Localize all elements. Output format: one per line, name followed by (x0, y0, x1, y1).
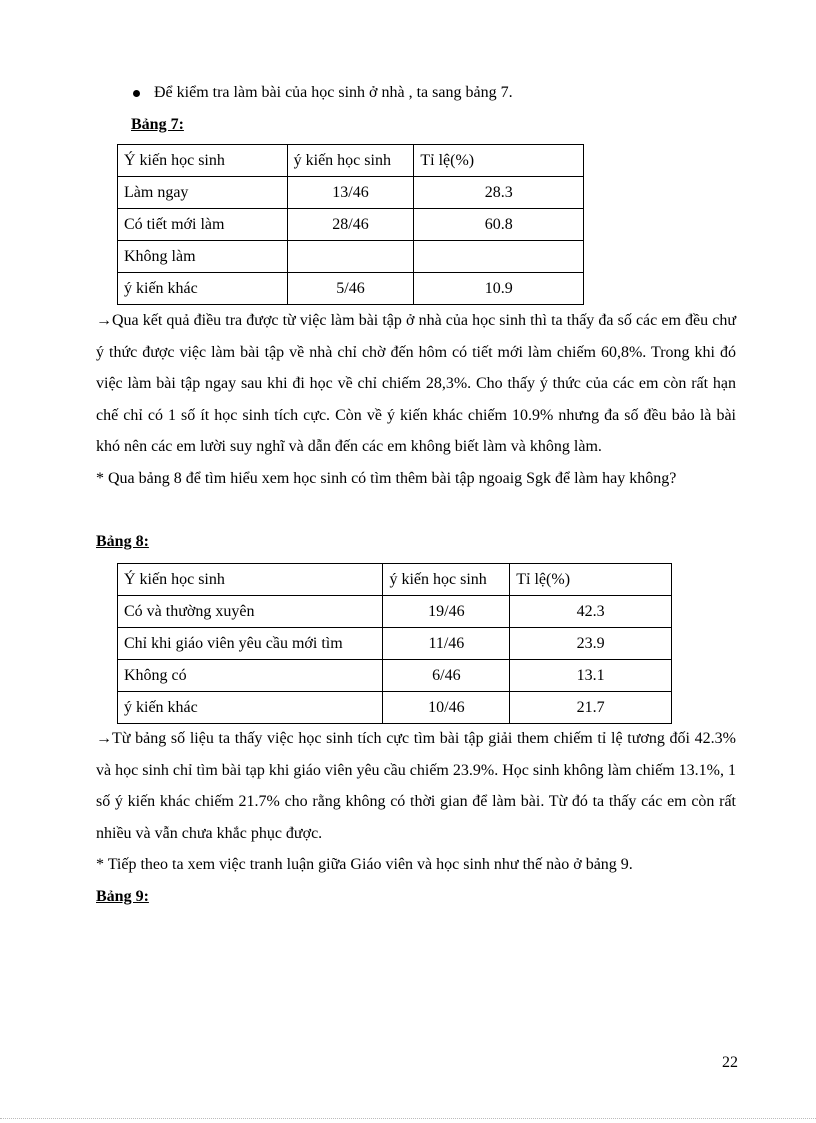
table-header-cell: Tỉ lệ(%) (414, 145, 584, 177)
table-header-cell: ý kiến học sinh (287, 145, 414, 177)
analysis7 (96, 305, 736, 495)
table-cell: 23.9 (510, 628, 672, 660)
intro-bullet (133, 84, 513, 102)
table7 (117, 144, 584, 305)
table-cell (414, 241, 584, 273)
table-row (118, 660, 672, 692)
table-row (118, 273, 584, 305)
table-cell: Không có (118, 660, 383, 692)
table-header-row (118, 145, 584, 177)
table-header-cell: Ý kiến học sinh (118, 145, 288, 177)
analysis8 (96, 723, 736, 881)
paragraph: * Tiếp theo ta xem việc tranh luận giữa Giáo viên và học sinh như thế nào ở bảng 9. (96, 856, 633, 874)
table-cell: Chỉ khi giáo viên yêu cầu mới tìm (118, 628, 383, 660)
table-cell: 21.7 (510, 692, 672, 724)
table-header-row (118, 564, 672, 596)
paragraph: * Qua bảng 8 để tìm hiểu xem học sinh có tìm thêm bài tập ngoaig Sgk để làm hay không? (96, 469, 677, 487)
bullet-dot-icon (133, 90, 140, 97)
table-cell: 10.9 (414, 273, 584, 305)
table-cell: Có tiết mới làm (118, 209, 288, 241)
table-header-cell: Tỉ lệ(%) (510, 564, 672, 596)
table-cell: ý kiến khác (118, 273, 288, 305)
paragraph: →Từ bảng số liệu ta thấy việc học sinh tích cực tìm bài tập giải them chiếm tỉ lệ tương đối 42.3% và học sinh chỉ tìm bài tạp khi giáo viên yêu cầu chiếm 23.9%. Học sinh không làm chiếm 13.1%, 1 số ý kiến khác chiếm 21.7% cho rằng không có thời gian để làm bài. Từ đó ta thấy các em còn rất nhiều và vẫn chưa khắc phục được. (96, 730, 736, 842)
table9-title: Bảng 9: (96, 888, 149, 905)
table-cell: 10/46 (383, 692, 510, 724)
table-cell: 13/46 (287, 177, 414, 209)
table-cell: 5/46 (287, 273, 414, 305)
table-cell: 42.3 (510, 596, 672, 628)
table-cell: 60.8 (414, 209, 584, 241)
page-bottom-divider (0, 1118, 816, 1119)
table-cell: 28.3 (414, 177, 584, 209)
table-cell: Có và thường xuyên (118, 596, 383, 628)
table-cell: 13.1 (510, 660, 672, 692)
table-row (118, 209, 584, 241)
table-row (118, 628, 672, 660)
table-row (118, 692, 672, 724)
table-row (118, 177, 584, 209)
table-cell: 6/46 (383, 660, 510, 692)
intro-bullet-text: Để kiểm tra làm bài của học sinh ở nhà , ta sang bảng 7. (154, 84, 513, 101)
page-number: 22 (722, 1054, 738, 1071)
table-cell: Làm ngay (118, 177, 288, 209)
table-row (118, 596, 672, 628)
table7-title: Bảng 7: (131, 116, 184, 133)
table8 (117, 563, 672, 724)
table-cell: 19/46 (383, 596, 510, 628)
table-cell: 11/46 (383, 628, 510, 660)
table-cell: Không làm (118, 241, 288, 273)
table-row (118, 241, 584, 273)
table-cell: ý kiến khác (118, 692, 383, 724)
table-header-cell: ý kiến học sinh (383, 564, 510, 596)
table-cell (287, 241, 414, 273)
table8-title: Bảng 8: (96, 533, 149, 550)
paragraph: →Qua kết quả điều tra được từ việc làm bài tập ở nhà của học sinh thì ta thấy đa số các em đều chư ý thức được việc làm bài tập về nhà chỉ chờ đến hôm có tiết mới làm chiếm 60,8%. Trong khi đó việc làm bài tập ngay sau khi đi học về chỉ chiếm 28,3%. Cho thấy ý thức của các em còn rất hạn chế chỉ có 1 số ít học sinh tích cực. Còn về ý kiến khác chiếm 10.9% nhưng đa số đều bảo là bài khó nên các em lười suy nghĩ và dẫn đến các em không biết làm và không làm. (96, 312, 736, 456)
table-cell: 28/46 (287, 209, 414, 241)
table-header-cell: Ý kiến học sinh (118, 564, 383, 596)
